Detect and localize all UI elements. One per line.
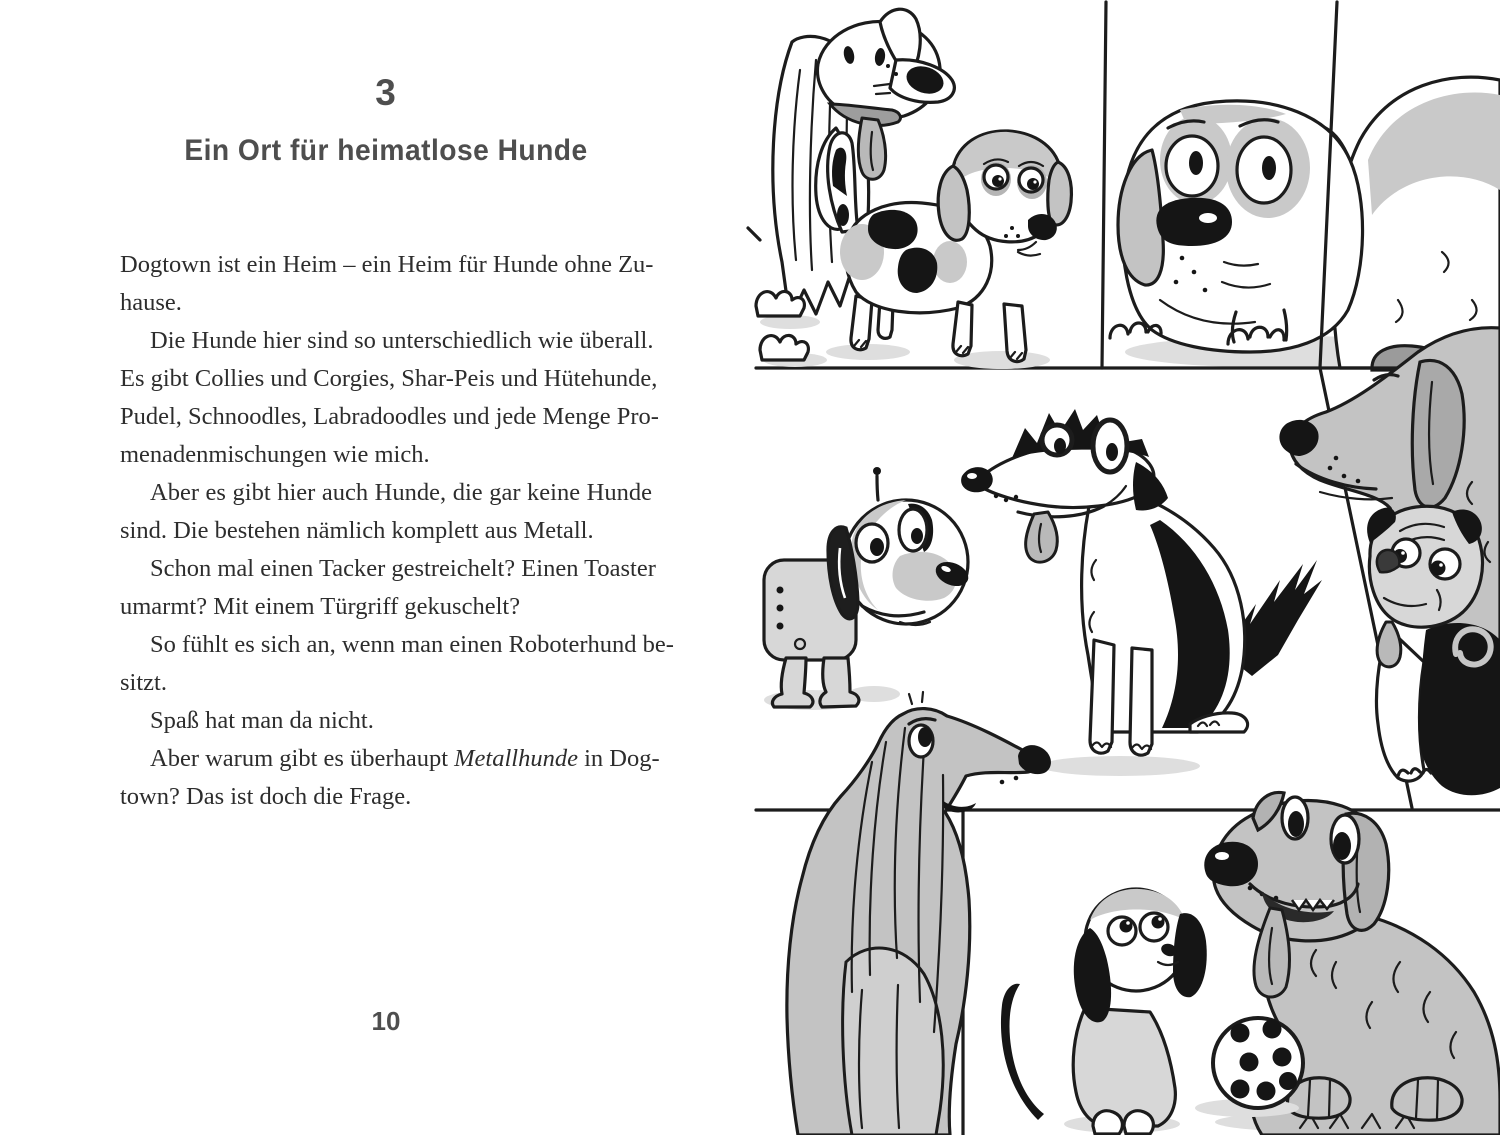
text-line: Schon mal einen Tacker gestreichelt? Einen Toaster xyxy=(150,555,656,582)
text-line: town? Das ist doch die Frage. xyxy=(120,783,412,810)
body-text xyxy=(120,246,674,816)
paragraph xyxy=(120,550,656,626)
paragraph xyxy=(120,702,652,740)
text-line: Es gibt Collies und Corgies, Shar-Peis und Hütehunde, xyxy=(120,365,658,392)
paragraph xyxy=(120,474,652,550)
text-line: menadenmischungen wie mich. xyxy=(120,441,430,468)
pug-figure xyxy=(1367,506,1500,795)
page-number: 10 xyxy=(371,1006,401,1036)
text-line: umarmt? Mit einem Türgriff gekuschelt? xyxy=(120,593,521,620)
chapter-title: Ein Ort für heimatlose Hunde xyxy=(184,134,588,167)
text-line: Pudel, Schnoodles, Labradoodles und jede Menge Pro- xyxy=(120,403,659,430)
paragraph xyxy=(120,246,652,322)
comic-illustration xyxy=(740,0,1500,1135)
text-line: Spaß hat man da nicht. xyxy=(150,707,374,734)
text-line: hause. xyxy=(120,289,182,316)
chapter-number: 3 xyxy=(375,72,397,113)
text-line: sind. Die bestehen nämlich komplett aus Metall. xyxy=(120,517,594,544)
basset-hound-figure xyxy=(1110,77,1500,370)
dachshund-puppy-figure xyxy=(1001,889,1207,1134)
text-line: Aber warum gibt es überhaupt Metallhunde in Dog- xyxy=(150,745,660,772)
text-line: sitzt. xyxy=(120,669,167,696)
text-line: Aber es gibt hier auch Hunde, die gar keine Hunde xyxy=(150,479,652,506)
terrier-figure xyxy=(961,409,1322,776)
text-line: So fühlt es sich an, wenn man einen Roboterhund be- xyxy=(150,631,674,658)
paragraph xyxy=(120,626,674,702)
robot-dog-figure xyxy=(764,467,972,710)
paragraph xyxy=(120,322,659,474)
paragraph xyxy=(120,740,660,816)
text-line: Dogtown ist ein Heim – ein Heim für Hunde ohne Zu- xyxy=(120,251,654,278)
text-line: Die Hunde hier sind so unterschiedlich wie überall. xyxy=(150,327,654,354)
